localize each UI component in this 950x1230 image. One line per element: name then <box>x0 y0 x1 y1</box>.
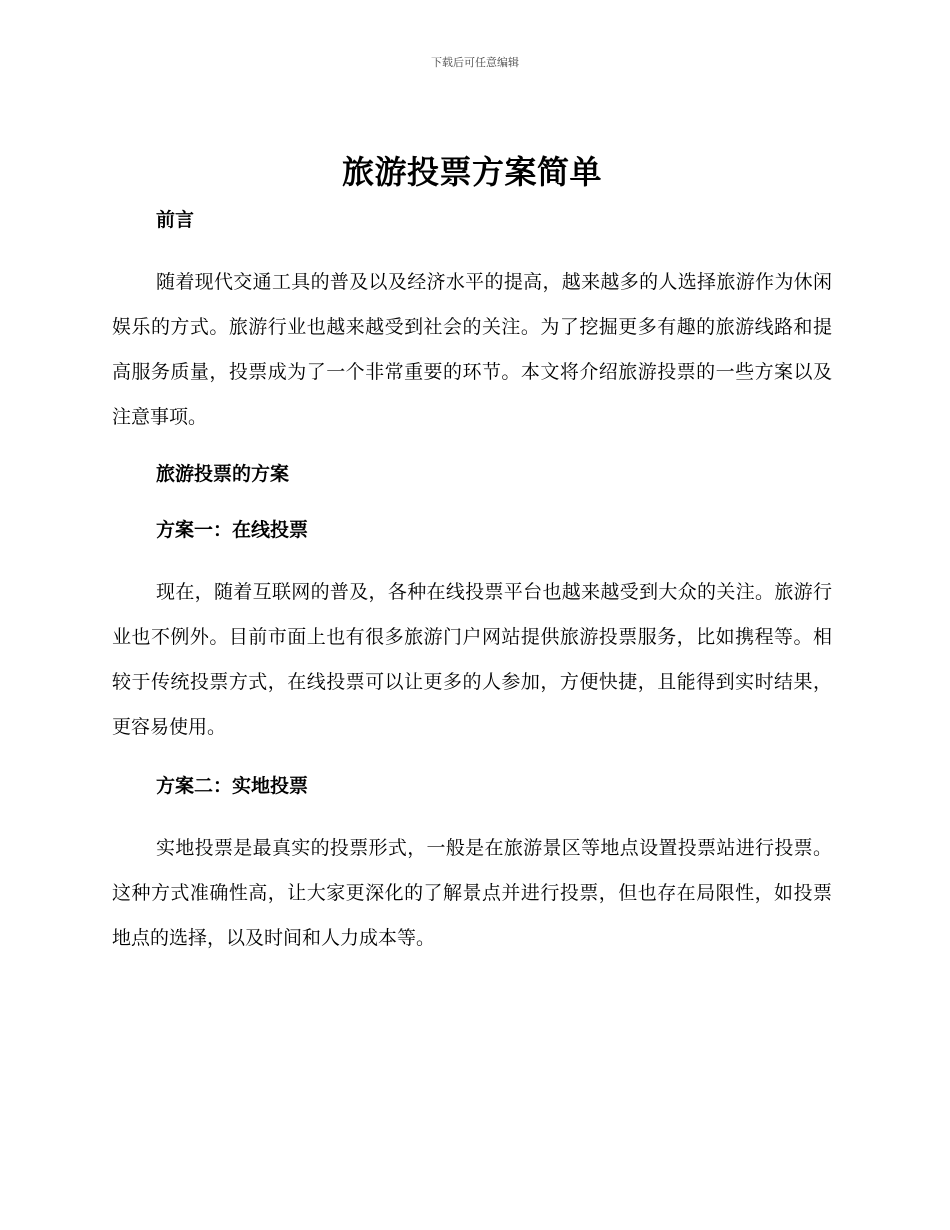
header-note: 下载后可任意编辑 <box>431 56 519 69</box>
section-paragraph-plan-one: 现在，随着互联网的普及，各种在线投票平台也越来越受到大众的关注。旅游行业也不例外。目前市面上也有很多旅游门户网站提供旅游投票服务，比如携程等。相较于传统投票方式，在线投票可以让更多的人参加，方便快捷，且能得到实时结果，更容易使用。 <box>112 581 832 738</box>
section-paragraph-plan-two: 实地投票是最真实的投票形式，一般是在旅游景区等地点设置投票站进行投票。这种方式准确性高，让大家更深化的了解景点并进行投票，但也存在局限性，如投票地点的选择，以及时间和人力成本等。 <box>112 837 832 949</box>
section-heading-plan-one: 方案一：在线投票 <box>156 519 309 541</box>
document-title: 旅游投票方案简单 <box>341 153 602 191</box>
document-body <box>112 148 832 961</box>
section-heading-plan-two: 方案二：实地投票 <box>156 775 309 797</box>
section-heading-preface: 前言 <box>156 209 195 231</box>
section-heading-voting-plans: 旅游投票的方案 <box>156 463 290 485</box>
section-paragraph-preface: 随着现代交通工具的普及以及经济水平的提高，越来越多的人选择旅游作为休闲娱乐的方式。旅游行业也越来越受到社会的关注。为了挖掘更多有趣的旅游线路和提高服务质量，投票成为了一个非常重要的环节。本文将介绍旅游投票的一些方案以及注意事项。 <box>112 271 832 428</box>
